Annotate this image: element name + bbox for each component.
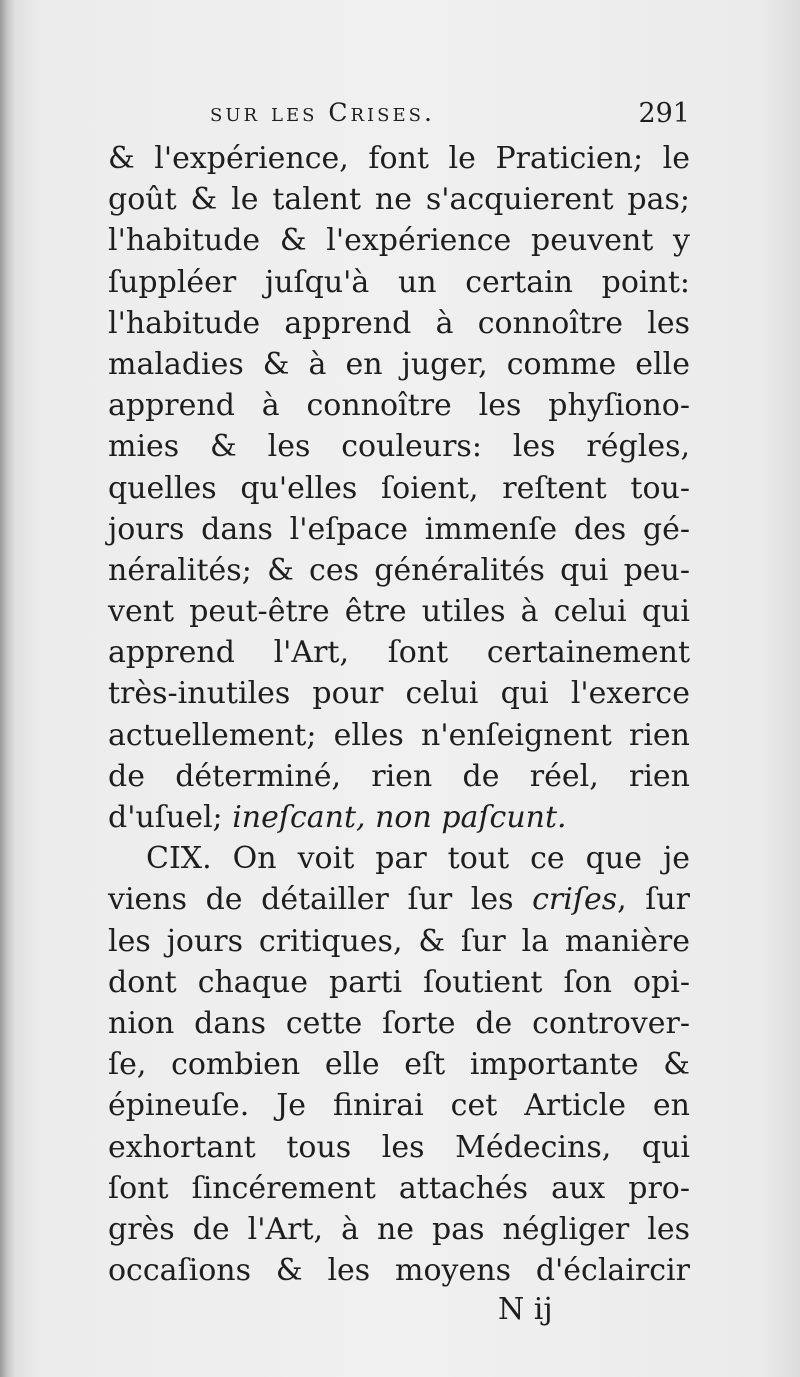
text-line: l'habitude apprend à connoître les: [108, 305, 690, 341]
text-line: nion dans cette ſorte de controver-: [108, 1005, 690, 1041]
text-line: l'habitude & l'expérience peuvent y: [108, 223, 690, 259]
text-line: quelles qu'elles ſoient, reſtent tou-: [108, 470, 690, 506]
text-line: mies & les couleurs: les régles,: [108, 429, 690, 465]
text-line: épineuſe. Je finirai cet Article en: [108, 1088, 690, 1124]
text-span: viens de détailler ſur les: [108, 882, 514, 918]
text-line: ſe, combien elle eſt importante &: [108, 1047, 690, 1083]
text-line: exhortant tous les Médecins, qui: [108, 1129, 690, 1165]
text-line: apprend à connoître les phyſiono-: [108, 388, 690, 424]
text-line: les jours critiques, & ſur la manière: [108, 923, 690, 959]
body-text: [108, 138, 690, 1291]
text-span: d'uſuel;: [108, 800, 223, 835]
text-line: jours dans l'eſpace immenſe des gé-: [108, 511, 690, 547]
page-gutter-shadow: [0, 0, 16, 1377]
italic-term: criſes: [532, 882, 618, 918]
text-line: actuellement; elles n'enſeignent rien: [108, 717, 690, 753]
text-line: occaſions & les moyens d'éclaircir: [108, 1253, 690, 1289]
paragraph-end-line: [108, 797, 690, 838]
text-line-with-italic: [108, 879, 690, 920]
text-line: vent peut-être être utiles à celui qui: [108, 594, 690, 630]
text-line: ſont ſincérement attachés aux pro-: [108, 1170, 690, 1206]
signature-mark: N ij: [498, 1292, 553, 1327]
text-line: & l'expérience, font le Praticien; le: [108, 141, 690, 176]
text-line: de déterminé, rien de réel, rien: [108, 758, 690, 794]
text-line: néralités; & ces généralités qui peu-: [108, 552, 690, 588]
text-line: dont chaque parti ſoutient ſon opi-: [108, 964, 690, 1000]
text-line: maladies & à en juger, comme elle: [108, 346, 690, 382]
text-line: goût & le talent ne s'acquierent pas;: [108, 182, 690, 218]
text-line: très-inutiles pour celui qui l'exerce: [108, 676, 690, 712]
page-header: [210, 98, 690, 134]
text-line: ſuppléer juſqu'à un certain point:: [108, 264, 690, 300]
text-line: grès de l'Art, à ne pas négliger les: [108, 1211, 690, 1247]
section-start-line: CIX. On voit par tout ce que je: [146, 841, 690, 877]
page-number: 291: [638, 98, 690, 129]
text-span: , ſur: [617, 882, 690, 918]
running-title: sur les Crises.: [210, 98, 435, 127]
text-line: apprend l'Art, ſont certainement: [108, 635, 690, 671]
latin-phrase: ineſcant, non paſcunt.: [232, 800, 567, 835]
